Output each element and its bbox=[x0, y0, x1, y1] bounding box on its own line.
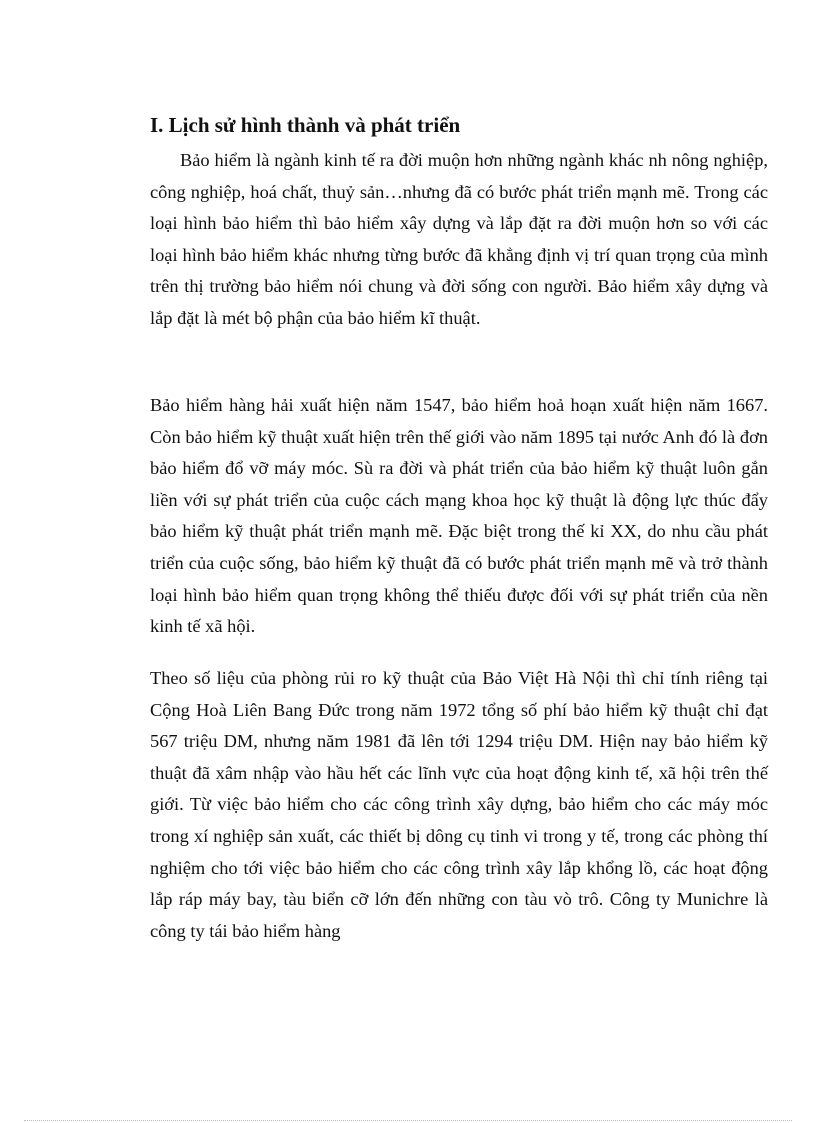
paragraph-technical-insurance-origin: Bảo hiểm hàng hải xuất hiện năm 1547, bảo hiểm hoả hoạn xuất hiện năm 1667. Còn bảo hiểm kỹ thuật xuất hiện trên thế giới vào năm 1895 tại nước Anh đó là đơn bảo hiểm đổ vỡ máy móc. Sù ra đời và phát triển của bảo hiểm kỹ thuật luôn gắn liền với sự phát triển của cuộc cách mạng khoa học kỹ thuật là động lực thúc đẩy bảo hiểm kỹ thuật phát triển mạnh mẽ. Đặc biệt trong thế kỉ XX, do nhu cầu phát triển của cuộc sống, bảo hiểm kỹ thuật đã có bước phát triển mạnh mẽ và trở thành loại hình bảo hiểm quan trọng không thể thiếu được đối với sự phát triển của nền kinh tế xã hội. bbox=[150, 395, 768, 637]
paragraph-history-intro: Bảo hiểm là ngành kinh tế ra đời muộn hơn những ngành khác nh nông nghiệp, công nghiệp, hoá chất, thuỷ sản…nhưng đã có bước phát triển mạnh mẽ. Trong các loại hình bảo hiểm thì bảo hiểm xây dựng và lắp đặt ra đời muộn hơn so với các loại hình bảo hiểm khác nhưng từng bước đã khẳng định vị trí quan trọng của mình trên thị trường bảo hiểm nói chung và đời sống con người. Bảo hiểm xây dựng và lắp đặt là mét bộ phận của bảo hiểm kĩ thuật. bbox=[150, 150, 768, 328]
paragraph-statistics bbox=[150, 663, 768, 947]
section-heading: I. Lịch sử hình thành và phát triển bbox=[150, 113, 461, 137]
page-bottom-divider bbox=[24, 1120, 792, 1121]
paragraph-statistics-text: Theo số liệu của phòng rủi ro kỹ thuật của Bảo Việt Hà Nội thì chỉ tính riêng tại Cộng Hoà Liên Bang Đức trong năm 1972 tổng số phí bảo hiểm kỹ thuật chỉ đạt 567 triệu DM, nhưng năm 1981 đã lên tới 1294 triệu DM. Hiện nay bảo hiểm kỹ thuật đã xâm nhập vào hầu hết các lĩnh vực của hoạt động kinh tế, xã hội trên thế giới. Từ việc bảo hiểm cho các công trình xây dựng, bảo hiểm cho các máy móc trong xí nghiệp sản xuất, các thiết bị dông cụ tinh vi trong y tế, trong các phòng thí nghiệm cho tới việc bảo hiểm cho các công trình xây lắp khổng lồ, các hoạt động lắp ráp máy bay, tàu biển cỡ lớn đến những con tàu vò trô. Công ty Munichre là công ty tái bảo hiểm hàng bbox=[150, 668, 768, 941]
